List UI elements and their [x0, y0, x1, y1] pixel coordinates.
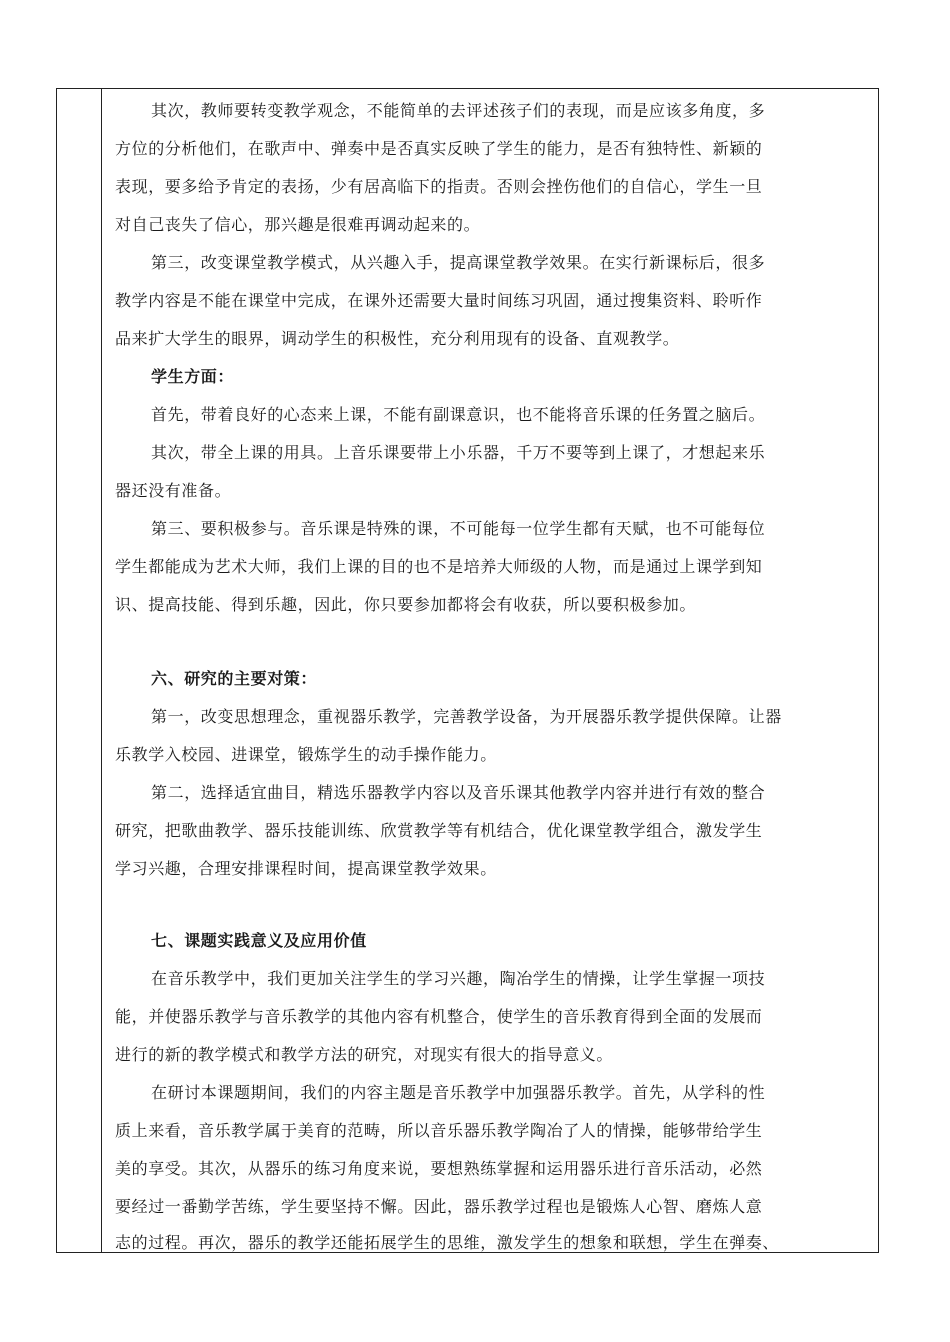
paragraph-line: 学习兴趣，合理安排课程时间，提高课堂教学效果。 [115, 859, 497, 878]
paragraph-line: 要经过一番勤学苦练，学生要坚持不懈。因此，器乐教学过程也是锻炼人心智、磨炼人意 [115, 1197, 763, 1216]
paragraph-line: 在研讨本课题期间，我们的内容主题是音乐教学中加强器乐教学。首先，从学科的性 [151, 1083, 766, 1102]
paragraph-line: 质上来看，音乐教学属于美育的范畴，所以音乐器乐教学陶冶了人的情操，能够带给学生 [115, 1121, 763, 1140]
paragraph-line: 能，并使器乐教学与音乐教学的其他内容有机整合，使学生的音乐教育得到全面的发展而 [115, 1007, 763, 1026]
section-heading: 七、课题实践意义及应用价值 [151, 931, 367, 950]
paragraph-line: 学生都能成为艺术大师，我们上课的目的也不是培养大师级的人物，而是通过上课学到知 [115, 557, 763, 576]
paragraph-line: 美的享受。其次，从器乐的练习角度来说，要想熟练掌握和运用器乐进行音乐活动，必然 [115, 1159, 763, 1178]
paragraph-line: 器还没有准备。 [115, 481, 232, 500]
paragraph-line: 研究，把歌曲教学、器乐技能训练、欣赏教学等有机结合，优化课堂教学组合，激发学生 [115, 821, 763, 840]
paragraph-line: 表现，要多给予肯定的表扬，少有居高临下的指责。否则会挫伤他们的自信心，学生一旦 [115, 177, 763, 196]
paragraph-line: 志的过程。再次，器乐的教学还能拓展学生的思维，激发学生的想象和联想，学生在弹奏、 [115, 1233, 780, 1252]
paragraph-line: 其次，教师要转变教学观念，不能简单的去评述孩子们的表现，而是应该多角度，多 [151, 101, 766, 120]
paragraph-line: 第二，选择适宜曲目，精选乐器教学内容以及音乐课其他教学内容并进行有效的整合 [151, 783, 766, 802]
section-subheading: 学生方面： [151, 367, 235, 386]
paragraph-line: 在音乐教学中，我们更加关注学生的学习兴趣，陶冶学生的情操，让学生掌握一项技 [151, 969, 766, 988]
paragraph-line: 乐教学入校园、进课堂，锻炼学生的动手操作能力。 [115, 745, 497, 764]
paragraph-line: 教学内容是不能在课堂中完成，在课外还需要大量时间练习巩固，通过搜集资料、聆听作 [115, 291, 763, 310]
paragraph-line: 其次，带全上课的用具。上音乐课要带上小乐器，千万不要等到上课了，才想起来乐 [151, 443, 766, 462]
paragraph-line: 进行的新的教学模式和教学方法的研究，对现实有很大的指导意义。 [115, 1045, 614, 1064]
table-left-column [57, 89, 102, 1252]
paragraph-line: 品来扩大学生的眼界，调动学生的积极性，充分利用现有的设备、直观教学。 [115, 329, 680, 348]
paragraph-line: 第三、要积极参与。音乐课是特殊的课，不可能每一位学生都有天赋，也不可能每位 [151, 519, 766, 538]
section-heading: 六、研究的主要对策： [151, 669, 318, 688]
paragraph-line: 第三，改变课堂教学模式，从兴趣入手，提高课堂教学效果。在实行新课标后，很多 [151, 253, 766, 272]
paragraph-line: 首先，带着良好的心态来上课，不能有副课意识，也不能将音乐课的任务置之脑后。 [151, 405, 766, 424]
document-table [56, 88, 879, 1253]
paragraph-line: 识、提高技能、得到乐趣，因此，你只要参加都将会有收获，所以要积极参加。 [115, 595, 697, 614]
paragraph-line: 第一，改变思想理念，重视器乐教学，完善教学设备，为开展器乐教学提供保障。让器 [151, 707, 782, 726]
paragraph-line: 方位的分析他们，在歌声中、弹奏中是否真实反映了学生的能力，是否有独特性、新颖的 [115, 139, 763, 158]
paragraph-line: 对自己丧失了信心，那兴趣是很难再调动起来的。 [115, 215, 481, 234]
